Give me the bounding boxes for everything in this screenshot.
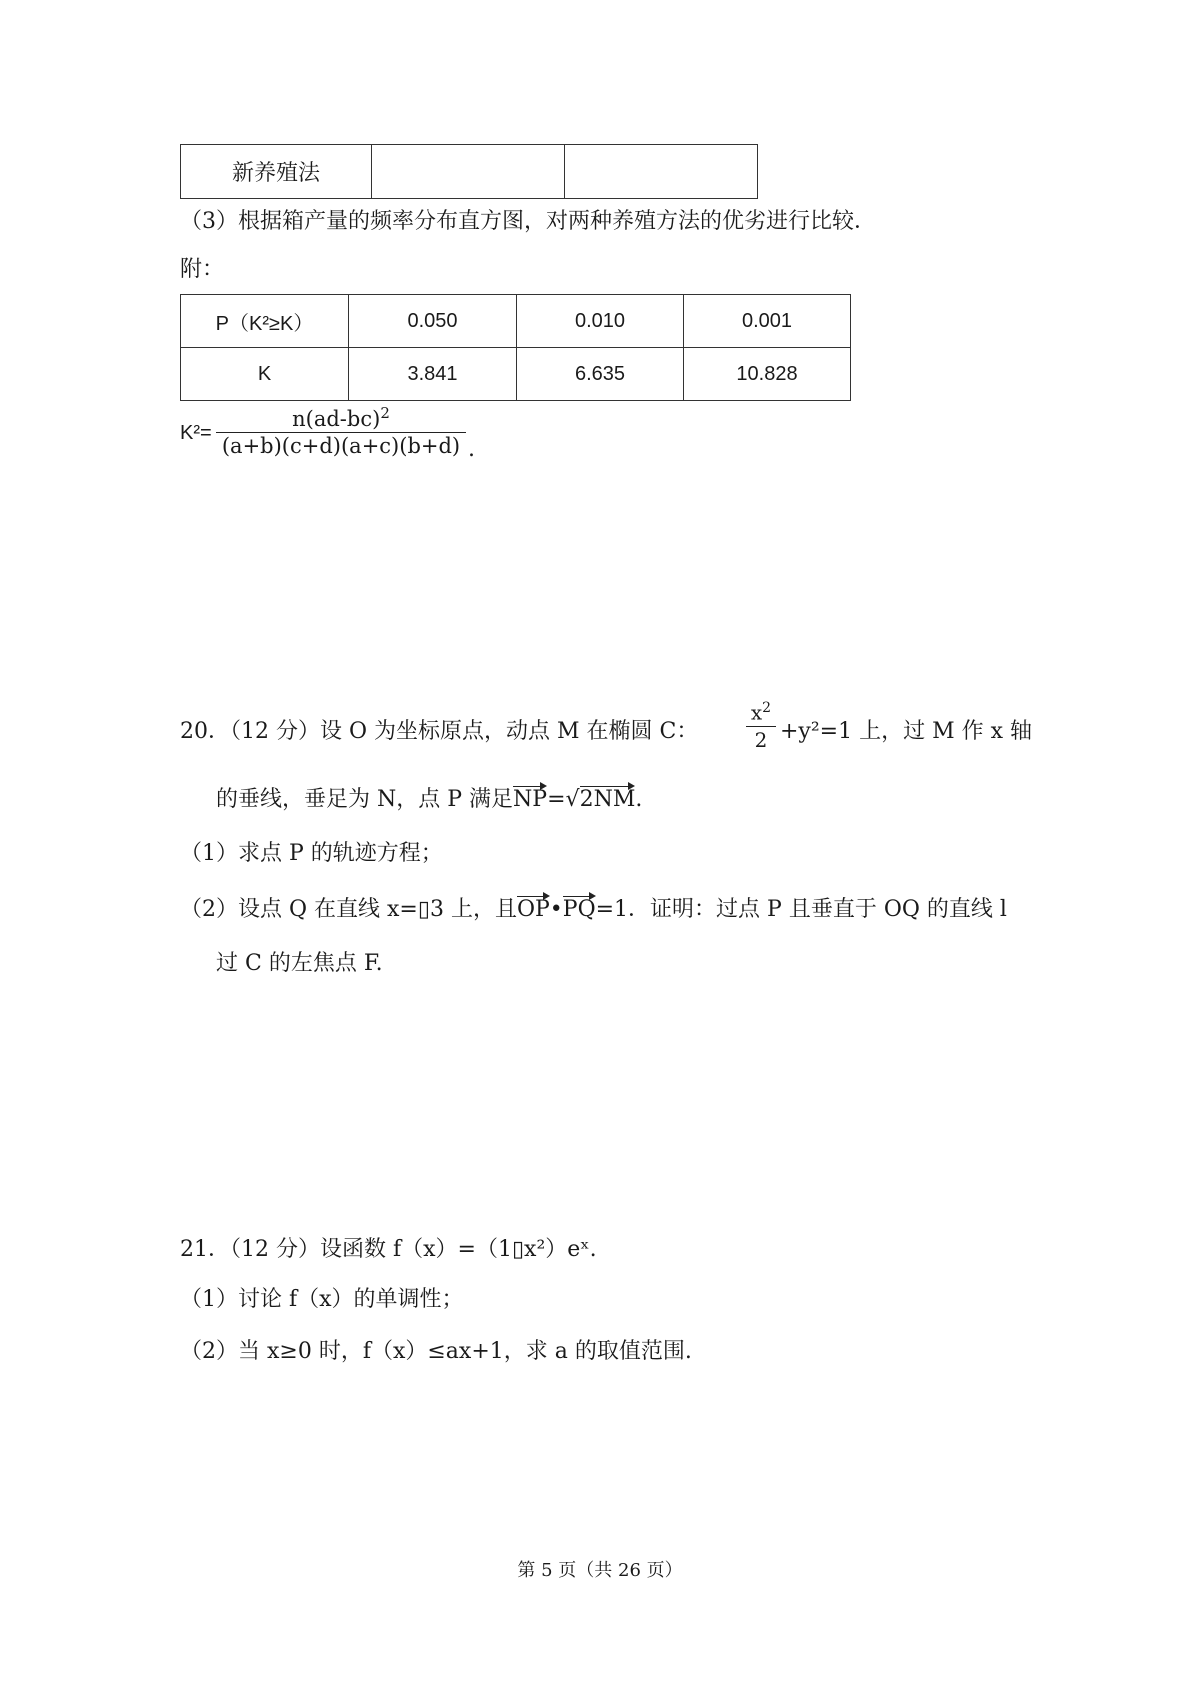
vector-np-label: NP bbox=[513, 787, 548, 812]
frac-numerator: x bbox=[750, 700, 763, 725]
line2-end: . bbox=[635, 787, 643, 812]
vector-pq bbox=[563, 896, 596, 924]
fraction-bar bbox=[746, 726, 776, 727]
formula-denominator: (a+b)(c+d)(a+c)(b+d) bbox=[221, 434, 461, 458]
table-header-k: K bbox=[181, 348, 349, 401]
question-21-line1: 21．（12 分）设函数 f（x）=（1▯x²）eˣ. bbox=[180, 1237, 597, 1262]
table-cell bbox=[372, 145, 565, 199]
dot-product: • bbox=[549, 897, 563, 922]
vector-np bbox=[513, 786, 547, 814]
sqrt-argument: 2 bbox=[579, 787, 594, 812]
table-cell bbox=[565, 145, 758, 199]
breeding-table-continued bbox=[180, 144, 758, 199]
table-cell: 3.841 bbox=[349, 348, 517, 401]
numerator-text: n(ad-bc) bbox=[292, 407, 381, 431]
question-20-part1: （1）求点 P 的轨迹方程； bbox=[180, 841, 443, 866]
question-20-part2-line2: 过 C 的左焦点 F. bbox=[216, 951, 383, 976]
formula-end: . bbox=[468, 437, 475, 462]
formula-numerator bbox=[216, 404, 466, 431]
table-cell: 6.635 bbox=[517, 348, 684, 401]
vector-pq-label: PQ bbox=[562, 897, 596, 922]
table-cell: 10.828 bbox=[684, 348, 851, 401]
table-cell-new-method: 新养殖法 bbox=[181, 145, 372, 199]
line2-text: 的垂线，垂足为 N，点 P 满足 bbox=[216, 787, 514, 812]
part2-text: （2）设点 Q 在直线 x=▯3 上，且 bbox=[180, 897, 517, 922]
ellipse-fraction bbox=[746, 700, 776, 752]
equals-sign: = bbox=[547, 787, 566, 812]
table-cell: 0.010 bbox=[517, 295, 684, 348]
question-20-line1-suffix: +y²=1 上，过 M 作 x 轴 bbox=[780, 719, 1033, 744]
table-row bbox=[181, 145, 758, 199]
table-header-p: P（K²≥K） bbox=[181, 295, 349, 348]
critical-value-table bbox=[180, 294, 851, 401]
question-20-line2 bbox=[216, 786, 642, 814]
frac-denominator: 2 bbox=[754, 727, 768, 752]
table-cell: 0.001 bbox=[684, 295, 851, 348]
table-row bbox=[181, 348, 851, 401]
question-21-part1: （1）讨论 f（x）的单调性； bbox=[180, 1287, 464, 1312]
sqrt-sign: √ bbox=[565, 787, 580, 812]
vector-op bbox=[517, 896, 550, 924]
fraction-bar bbox=[216, 432, 466, 433]
page-footer: 第 5 页（共 26 页） bbox=[517, 1560, 683, 1581]
vector-nm-label: NM bbox=[593, 787, 636, 812]
question-21-part2: （2）当 x≥0 时，f（x）≤ax+1，求 a 的取值范围. bbox=[180, 1339, 692, 1364]
vector-op-label: OP bbox=[516, 897, 550, 922]
frac-exponent: 2 bbox=[762, 700, 772, 716]
table-row bbox=[181, 295, 851, 348]
part2-suffix: =1．证明：过点 P 且垂直于 OQ 的直线 l bbox=[595, 897, 1007, 922]
formula-fraction bbox=[216, 404, 466, 458]
vector-nm bbox=[594, 786, 636, 814]
question-20-part2 bbox=[180, 896, 1007, 924]
question-19-part-3: （3）根据箱产量的频率分布直方图，对两种养殖方法的优劣进行比较． bbox=[180, 209, 876, 234]
appendix-label: 附： bbox=[180, 257, 225, 282]
formula-lhs: K²= bbox=[180, 422, 212, 444]
numerator-exponent: 2 bbox=[380, 404, 390, 422]
question-20-line1: 20．（12 分）设 O 为坐标原点，动点 M 在椭圆 C： bbox=[180, 719, 699, 744]
table-cell: 0.050 bbox=[349, 295, 517, 348]
